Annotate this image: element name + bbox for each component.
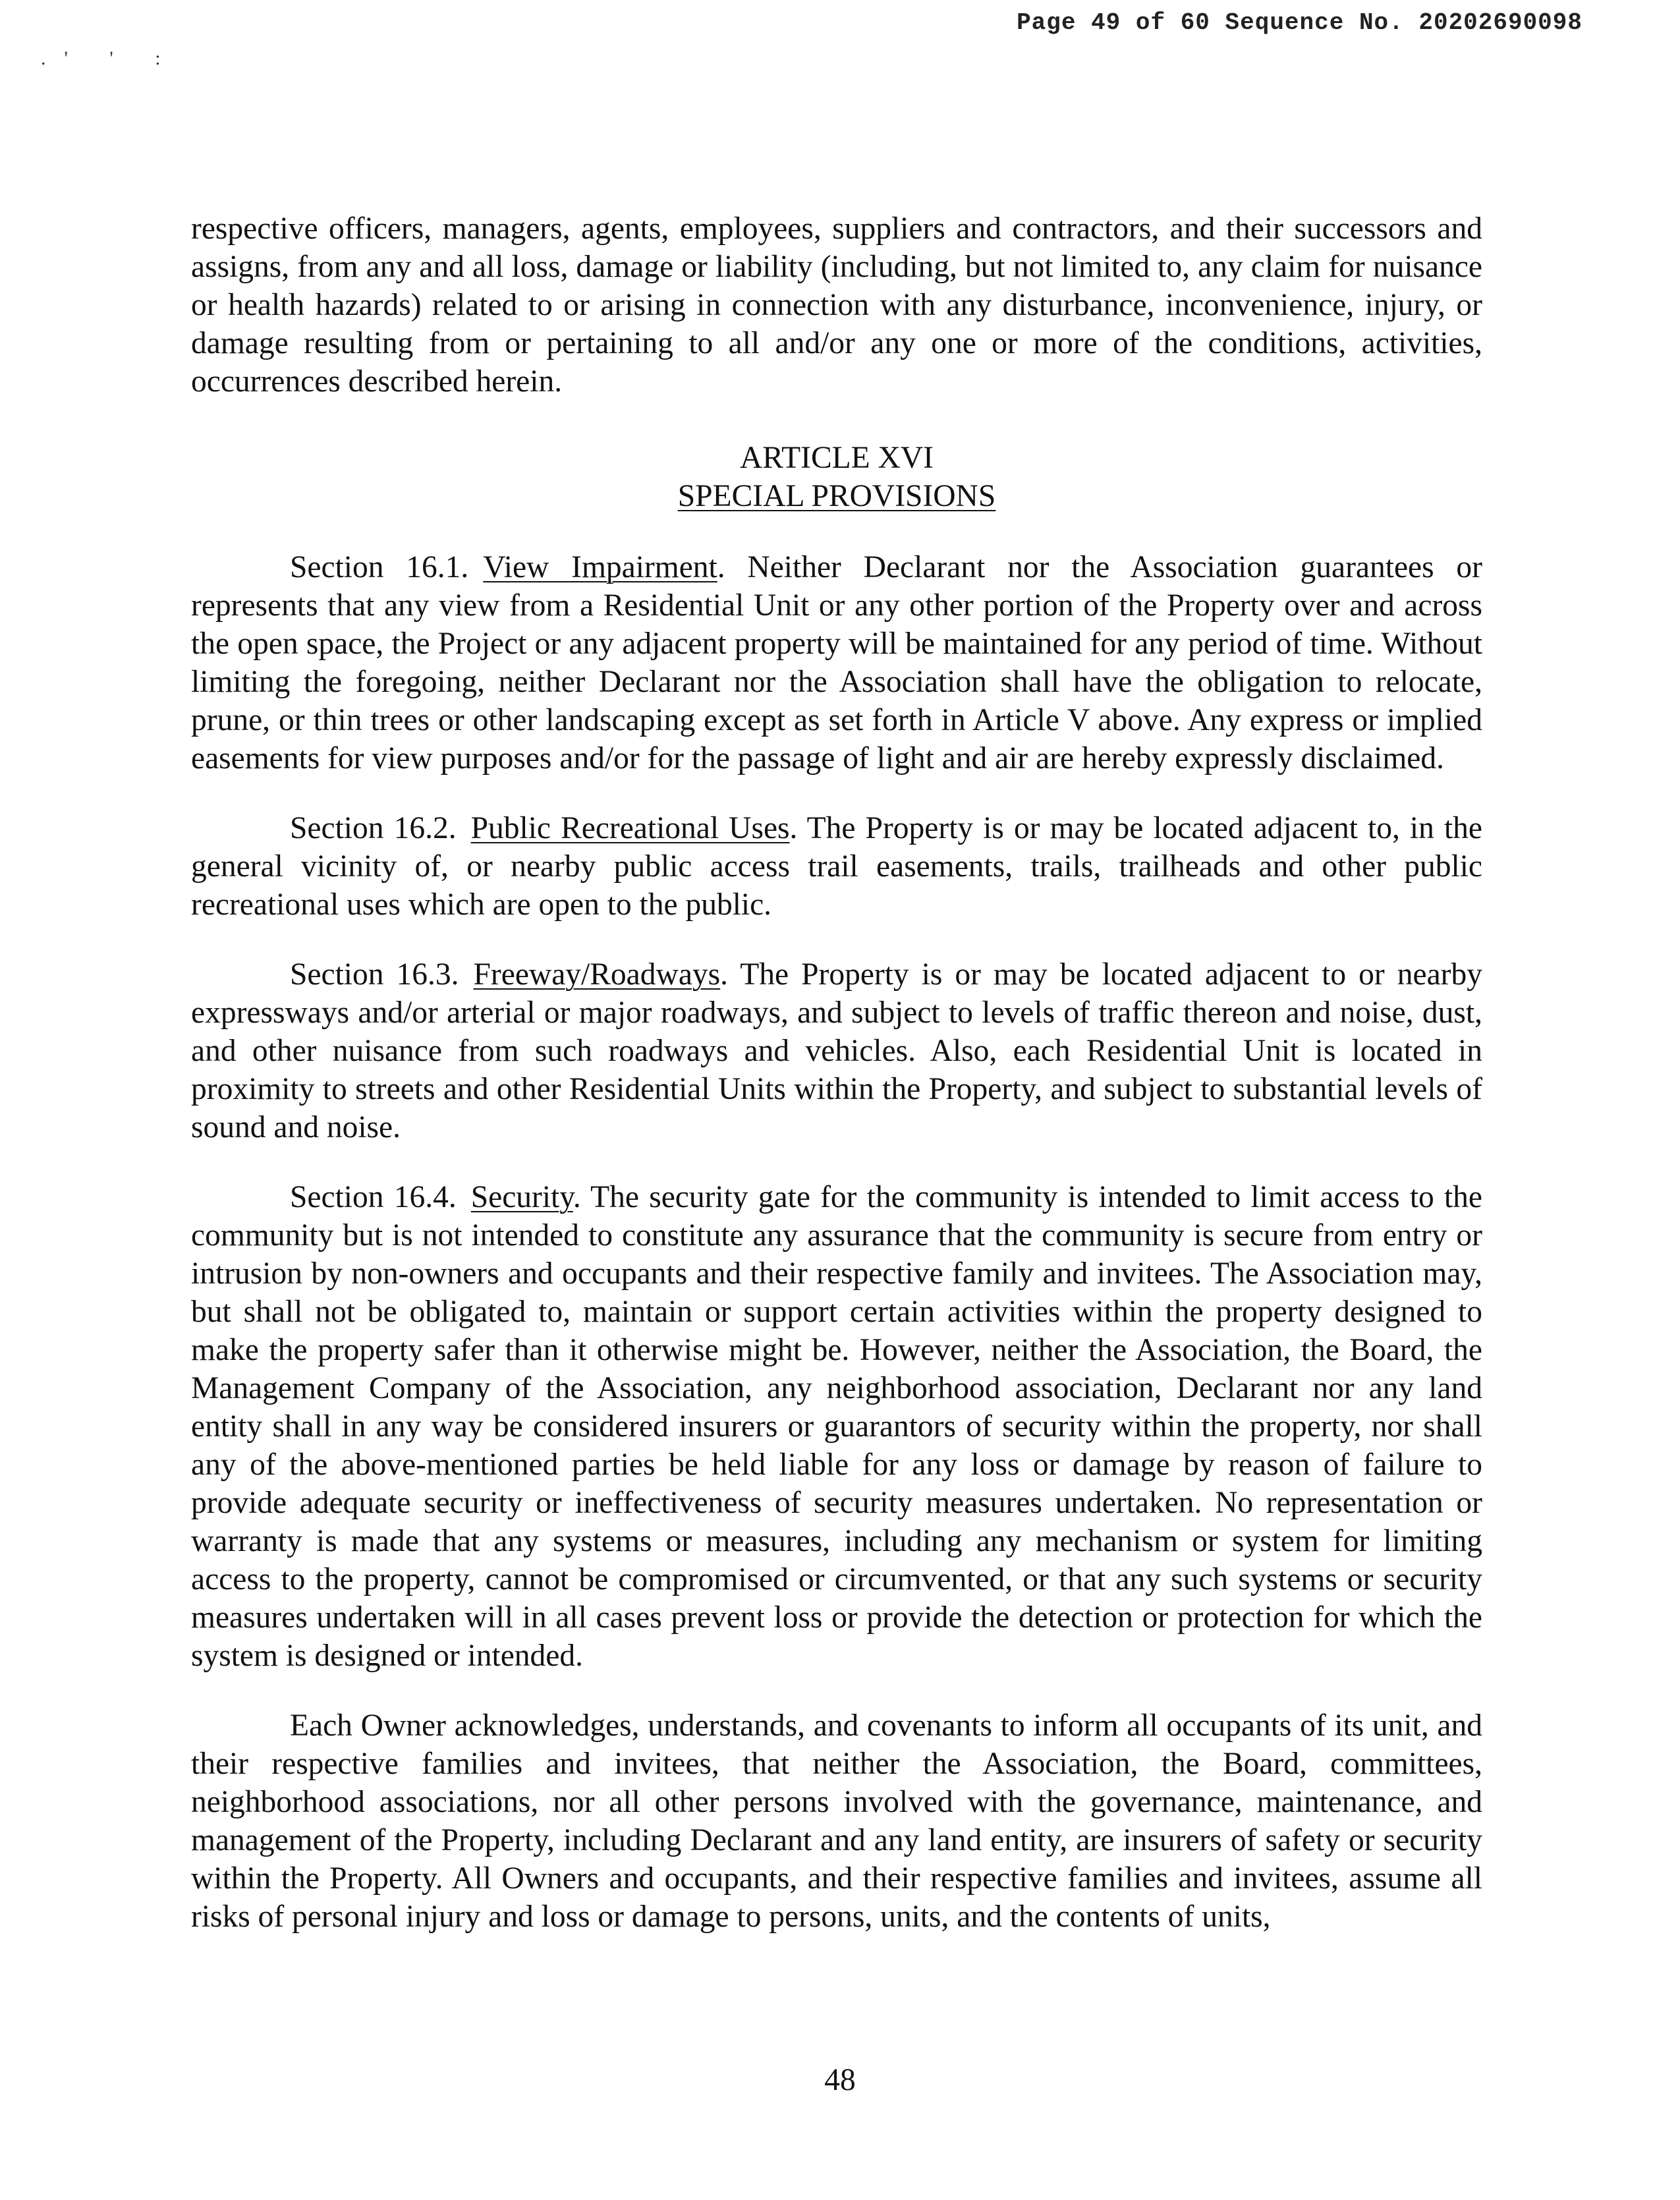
section-title: Freeway/Roadways [473,957,721,992]
section-text: . The security gate for the community is intended to limit access to the community but is not intended to constitute any assurance that the community is secure from entry or intrusion by non-owners and occupants and their respective family and invitees. The Association may, but shall not be obligated to, maintain or support certain activities within the property designed to make the property safer than it otherwise might be. However, neither the Association, the Board, the Management Company of the Association, any neighborhood association, Declarant nor any land entity shall in any way be considered insurers or guarantors of security within the property, nor shall any of the above-mentioned parties be held liable for any loss or damage by reason of failure to provide adequate security or ineffectiveness of security measures undertaken. No representation or warranty is made that any systems or measures, including any mechanism or system for limiting access to the property, cannot be compromised or circumvented, or that any such systems or security measures undertaken will in all cases prevent loss or provide the detection or protection for which the system is designed or intended. [191,1180,1483,1673]
continuation-paragraph: respective officers, managers, agents, employees, suppliers and contractors, and their successors and assigns, from any and all loss, damage or liability (including, but not limited to, any claim for nuisance or health hazards) related to or arising in connection with any disturbance, inconvenience, injury, or damage resulting from or pertaining to all and/or any one or more of the conditions, activities, occurrences described herein. [191,212,1482,399]
section-number: Section 16.1. [290,550,469,584]
section-number: Section 16.3. [290,957,459,992]
section-number: Section 16.2. [290,811,457,845]
section-text: . Neither Declarant nor the Association guarantees or represents that any view from a Residential Unit or any other portion of the Property over and across the open space, the Project or any adjacent property will be maintained for any period of time. Without limiting the foregoing, neither Declarant nor the Association shall have the obligation to relocate, prune, or thin trees or other landscaping except as set forth in Article V above. Any express or implied easements for view purposes and/or for the passage of light and air are hereby expressly disclaimed. [191,550,1482,776]
scan-specks: .' ' : [41,47,179,69]
article-title [191,477,1482,515]
section-16-2 [191,809,1482,924]
section-title: View Impairment [483,550,717,584]
section-title: Security [470,1180,573,1214]
section-16-3 [191,955,1482,1146]
closing-paragraph: Each Owner acknowledges, understands, and covenants to inform all occupants of its unit, and their respective families and invitees, that neither the Association, the Board, committees, neighborhood associations, nor all other persons involved with the governance, maintenance, and management of the Property, including Declarant and any land entity, are insurers of safety or security within the Property. All Owners and occupants, and their respective families and invitees, assume all risks of personal injury and loss or damage to persons, units, and the contents of units, [191,1708,1482,1934]
section-text: . The Property is or may be located adjacent to or nearby expressways and/or arterial or major roadways, and subject to levels of traffic thereon and noise, dust, and other nuisance from such roadways and vehicles. Also, each Residential Unit is located in proximity to streets and other Residential Units within the Property, and subject to substantial levels of sound and noise. [191,957,1482,1144]
article-title-text: SPECIAL PROVISIONS [677,479,996,513]
article-number: ARTICLE XVI [740,441,934,475]
document-body [191,210,1482,1967]
section-number: Section 16.4. [290,1180,457,1214]
section-16-4 [191,1178,1482,1675]
section-16-1 [191,548,1482,777]
section-text: . The Property is or may be located adjacent to, in the general vicinity of, or nearby public access trail easements, trails, trailheads and other public recreational uses which are open to the public. [191,811,1482,922]
section-title: Public Recreational Uses [470,811,790,845]
sequence-header: Page 49 of 60 Sequence No. 20202690098 [1017,9,1582,36]
page-number: 48 [824,2063,856,2097]
article-heading [191,439,1482,515]
